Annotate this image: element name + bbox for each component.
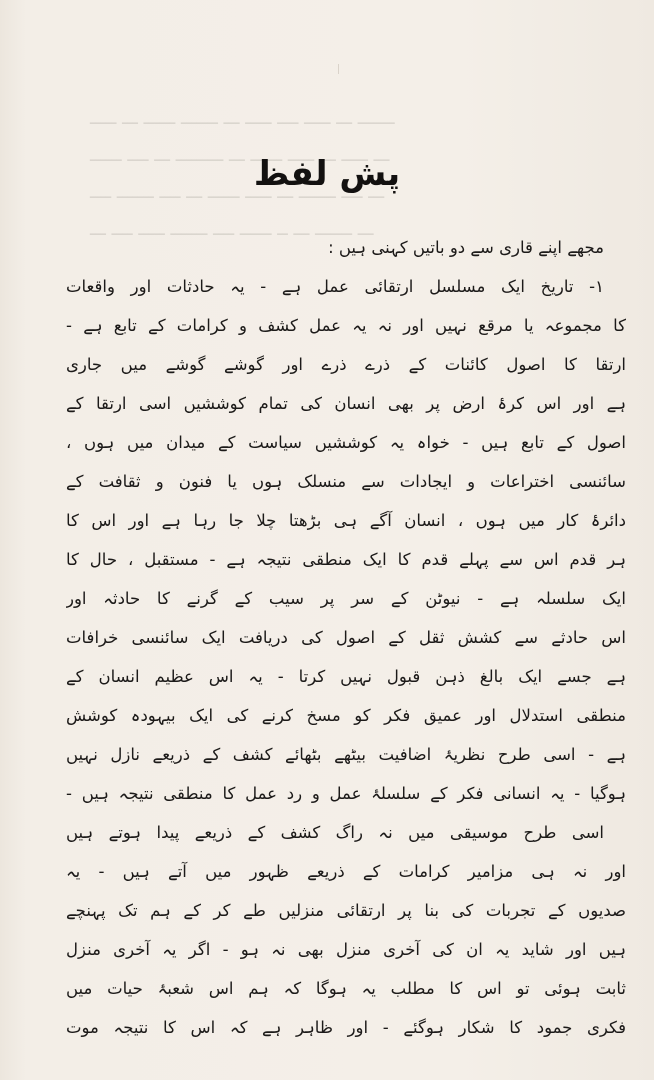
body-text [66, 228, 626, 1047]
text-line: ہے اور اس کرۂ ارض پر بھی انسان کی تمام کوششیں اسی ارتقا کے [66, 394, 626, 413]
text-line: فکری جمود کا شکار ہوگئے - اور ظاہر ہے کہ اس کا نتیجہ موت [66, 1018, 626, 1037]
text-line: ۱- تاریخ ایک مسلسل ارتقائی عمل ہے - یہ حادثات اور واقعات [66, 277, 604, 296]
text-line: ہیں اور شاید یہ ان کی آخری منزل بھی نہ ہو - اگر یہ آخری منزل [66, 940, 626, 959]
text-line: ایک سلسلہ ہے - نیوٹن کے سر پر سیب کے گرنے کا حادثہ اور [66, 589, 626, 608]
text-line: ہر قدم اس سے پہلے قدم کا ایک منطقی نتیجہ ہے - مستقبل ، حال کا [66, 550, 626, 569]
page-title: پش لفظ [253, 154, 401, 194]
text-line: ہوگیا - یہ انسانی فکر کے سلسلۂ عمل و رد عمل کا منطقی نتیجہ ہیں - [66, 784, 626, 803]
text-line: ثابت ہوئی تو اس کا مطلب یہ ہوگا کہ ہم اس شعبۂ حیات میں [66, 979, 626, 998]
text-line: اصول کے تابع ہیں - خواہ یہ کوششیں سیاست کے میدان میں ہوں ، [66, 433, 626, 452]
text-line: اس حادثے سے کشش ثقل کے اصول کی دریافت ایک سائنسی خرافات [66, 628, 626, 647]
text-line: صدیوں کے تجربات کی بنا پر ارتقائی منزلیں طے کر کے ہم تک پہنچے [66, 901, 626, 920]
show-through-text: ـــــ ـــ ــــــ ـــــــ ـــ ـــــ ــــ ـــــ ـــ ـــــــ ــــــ ــــ ـــ ـــــــــ ـــ ــــــ ـــــ ـــ ـــــ ـــ ــــ ـــــــ ــــ ـــ ــــــ ـــــ ـــ ـــــــ ــــ ـــ ـــ ــــ ـــــ ـــــــ ــــ ــــــ ــ ـــ ـــــــ ـــ [90, 108, 395, 240]
text-line: ہے - اسی طرح نظریۂ اضافیت بیٹھے بٹھائے کشف کے ذریعے نازل نہیں [66, 745, 626, 764]
text-line: دائرۂ کار میں ہوں ، انسان آگے ہی بڑھتا چلا جا رہا ہے اور اس کا [66, 511, 626, 530]
page-number-mark [338, 64, 347, 74]
text-line: ہے جسے ایک بالغ ذہن قبول نہیں کرتا - یہ اس عظیم انسان کے [66, 667, 626, 686]
text-line: مجھے اپنے قاری سے دو باتیں کہنی ہیں : [328, 238, 604, 257]
text-line: اسی طرح موسیقی میں نہ راگ کشف کے ذریعے پیدا ہوتے ہیں [66, 823, 604, 842]
text-line: ارتقا کا اصول کائنات کے ذرے ذرے اور گوشے گوشے میں جاری [66, 355, 626, 374]
text-line: سائنسی اختراعات و ایجادات سے منسلک ہوں یا فنون و ثقافت کے [66, 472, 626, 491]
text-line: کا مجموعہ یا مرقع نہیں اور نہ یہ عمل کشف و کرامات کے تابع ہے - [66, 316, 626, 335]
text-line: منطقی استدلال اور عمیق فکر کو مسخ کرنے کی ایک بیہودہ کوشش [66, 706, 626, 725]
text-line: اور نہ ہی مزامیر کرامات کے ذریعے ظہور میں آتے ہیں - یہ [66, 862, 626, 881]
